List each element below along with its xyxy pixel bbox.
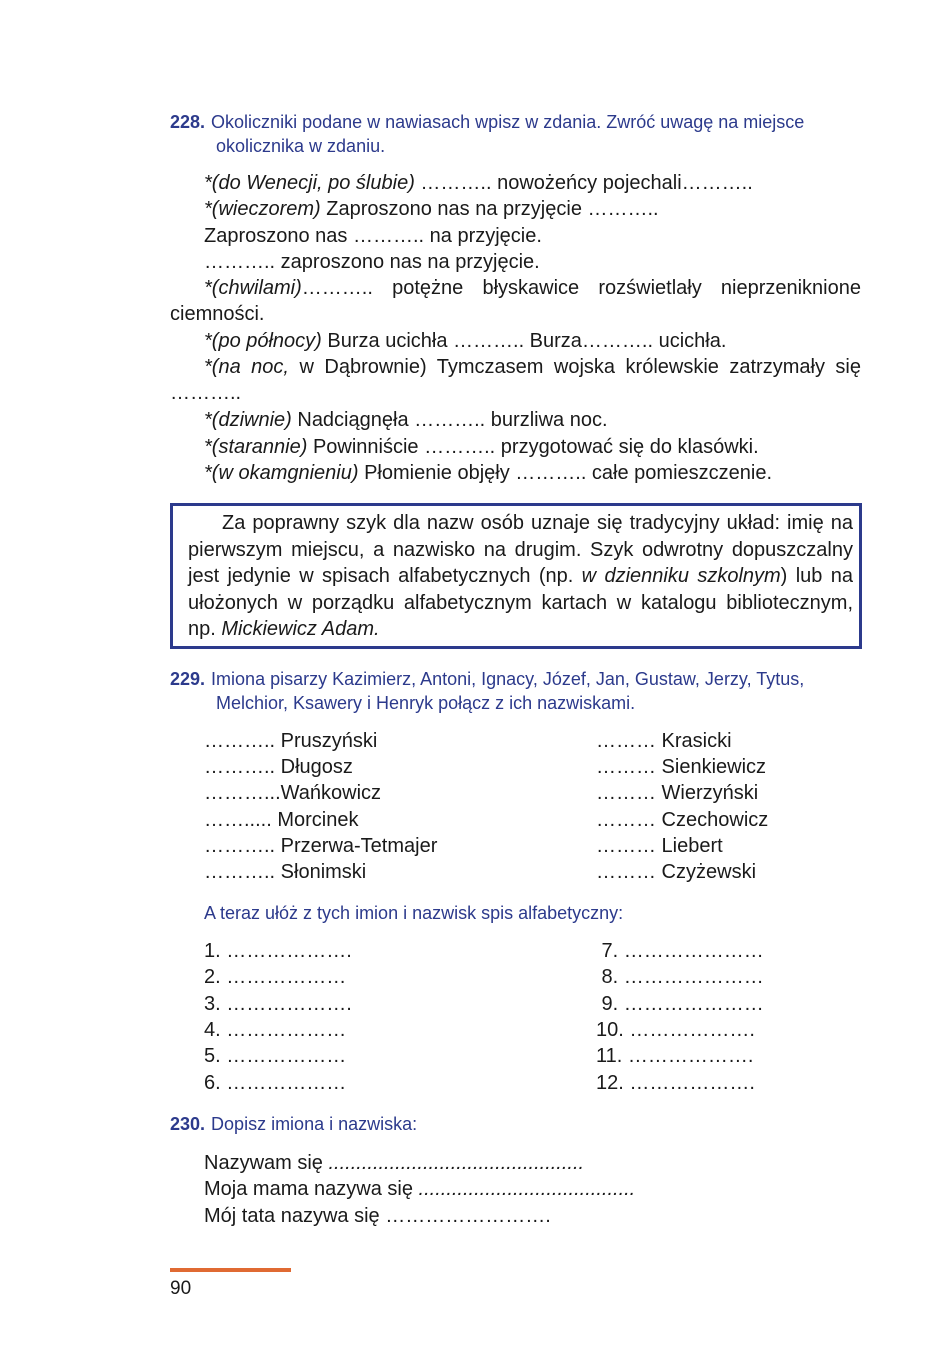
sentence-9: [204, 434, 759, 460]
sentence-7: [170, 354, 861, 407]
exercise-number: 228.: [170, 112, 206, 132]
exercise-229-header: [170, 667, 863, 715]
adverbial-hint: *(chwilami): [204, 277, 302, 299]
exercise-instruction: Okoliczniki podane w nawiasach wpisz w zdania. Zwróć uwagę na miejsce: [211, 112, 805, 132]
page-number: 90: [170, 1278, 192, 1299]
sentence-6: [204, 328, 726, 354]
name-item: ……….. Długosz: [204, 756, 353, 778]
name-item: ……… Krasicki: [596, 730, 732, 752]
sentence-text: Burza ucichła ……….. Burza……….. ucichła.: [321, 330, 727, 352]
sentence-5: [170, 275, 861, 328]
subtask-instruction: A teraz ułóż z tych imion i nazwisk spis alfabetyczny:: [204, 903, 624, 923]
sentence-text: ……….. nowożeńcy pojechali………..: [414, 172, 753, 194]
sentence-4: [204, 249, 540, 275]
list-item: 6. ………………: [204, 1072, 347, 1094]
name-item: ……… Wierzyński: [596, 782, 759, 804]
list-item: 5. ………………: [204, 1045, 347, 1067]
sentence-10: [204, 460, 772, 486]
exercise-instruction-cont: Melchior, Ksawery i Henryk połącz z ich nazwiskami.: [216, 693, 636, 713]
sentence-3: [204, 223, 542, 249]
name-item: ……… Czyżewski: [596, 861, 757, 883]
exercise-number: 229.: [170, 669, 206, 689]
exercise-230-header: [170, 1112, 863, 1136]
sentence-text: Powinniście ……….. przygotować się do klasówki.: [307, 436, 759, 458]
exercise-instruction: Imiona pisarzy Kazimierz, Antoni, Ignacy, Józef, Jan, Gustaw, Jerzy, Tytus,: [211, 669, 805, 689]
name-item: ……….. Pruszyński: [204, 730, 378, 752]
name-item: ……… Czechowicz: [596, 809, 769, 831]
fill-dots: ..............................................: [328, 1152, 585, 1174]
list-item: 4. ………………: [204, 1019, 347, 1041]
exercise-number: 230.: [170, 1114, 206, 1134]
rule-text-part: Za poprawny szyk dla nazw osób uznaje się tradycyjny układ: imię na pierwszym miejscu, a nazwisko na drugim. Szyk odwrotny dopuszczalny jest jedynie w spisach alfabetycznych (np.: [188, 512, 853, 587]
list-item: 10. ……………….: [596, 1019, 755, 1041]
list-item: 7. …………………: [596, 940, 764, 962]
adverbial-hint: *(dziwnie): [204, 409, 292, 431]
grammar-rule-text: [188, 510, 853, 643]
list-item: 9. …………………: [596, 993, 764, 1015]
name-item: ………...Wańkowicz: [204, 782, 382, 804]
adverbial-hint: *(w okamgnieniu): [204, 462, 359, 484]
fill-dots: .......................................: [418, 1178, 636, 1200]
sentence-text: ……….. potężne błyskawice rozświetlały nieprzeniknione ciemności.: [170, 277, 861, 326]
name-item: ……… Sienkiewicz: [596, 756, 767, 778]
fill-line-father: Mój tata nazywa się …………………….: [204, 1205, 551, 1227]
rule-example: w dzienniku szkolnym: [581, 565, 781, 587]
list-item: 3. ……………….: [204, 993, 352, 1015]
exercise-instruction: Dopisz imiona i nazwiska:: [211, 1114, 418, 1134]
name-item: ……..... Morcinek: [204, 809, 359, 831]
rule-text-part: ) lub na ułożonych w porządku alfabetycznym kartach w katalogu bibliotecznym, np.: [188, 565, 853, 640]
name-item: ……… Liebert: [596, 835, 723, 857]
list-item: 12. ……………….: [596, 1072, 755, 1094]
footer-accent-bar: [170, 1268, 291, 1272]
sentence-text: Zaproszono nas na przyjęcie ………..: [320, 198, 659, 220]
adverbial-hint: *(wieczorem): [204, 198, 321, 220]
list-item: 11. ……………….: [596, 1045, 754, 1067]
sentence-text: Płomienie objęły ……….. całe pomieszczenie.: [358, 462, 773, 484]
exercise-228-header: [170, 110, 863, 158]
name-item: ……….. Przerwa-Tetmajer: [204, 835, 438, 857]
sentence-text: ……….. zaproszono nas na przyjęcie.: [204, 251, 540, 273]
rule-example: Mickiewicz Adam.: [221, 618, 380, 640]
list-item: 8. …………………: [596, 966, 764, 988]
adverbial-hint: *(po północy): [204, 330, 322, 352]
sentence-8: [204, 407, 608, 433]
adverbial-hint: *(do Wenecji, po ślubie): [204, 172, 415, 194]
sentence-2: [204, 196, 659, 222]
fill-line-name: [204, 1150, 584, 1176]
name-item: ……….. Słonimski: [204, 861, 367, 883]
list-item: 1. ……………….: [204, 940, 352, 962]
fill-line-mother: [204, 1176, 635, 1202]
sentence-text: Nadciągnęła ……….. burzliwa noc.: [291, 409, 608, 431]
adverbial-hint: *(starannie): [204, 436, 308, 458]
adverbial-hint: *(na noc,: [204, 356, 289, 378]
list-item: 2. ………………: [204, 966, 347, 988]
sentence-text: Zaproszono nas ……….. na przyjęcie.: [204, 225, 542, 247]
sentence-text: w Dąbrownie) Tymczasem wojska królewskie zatrzymały się ………..: [170, 356, 861, 405]
fill-label: Moja mama nazywa się: [204, 1178, 419, 1200]
exercise-instruction-cont: okolicznika w zdaniu.: [216, 136, 386, 156]
sentence-1: [204, 170, 753, 196]
fill-label: Nazywam się: [204, 1152, 329, 1174]
